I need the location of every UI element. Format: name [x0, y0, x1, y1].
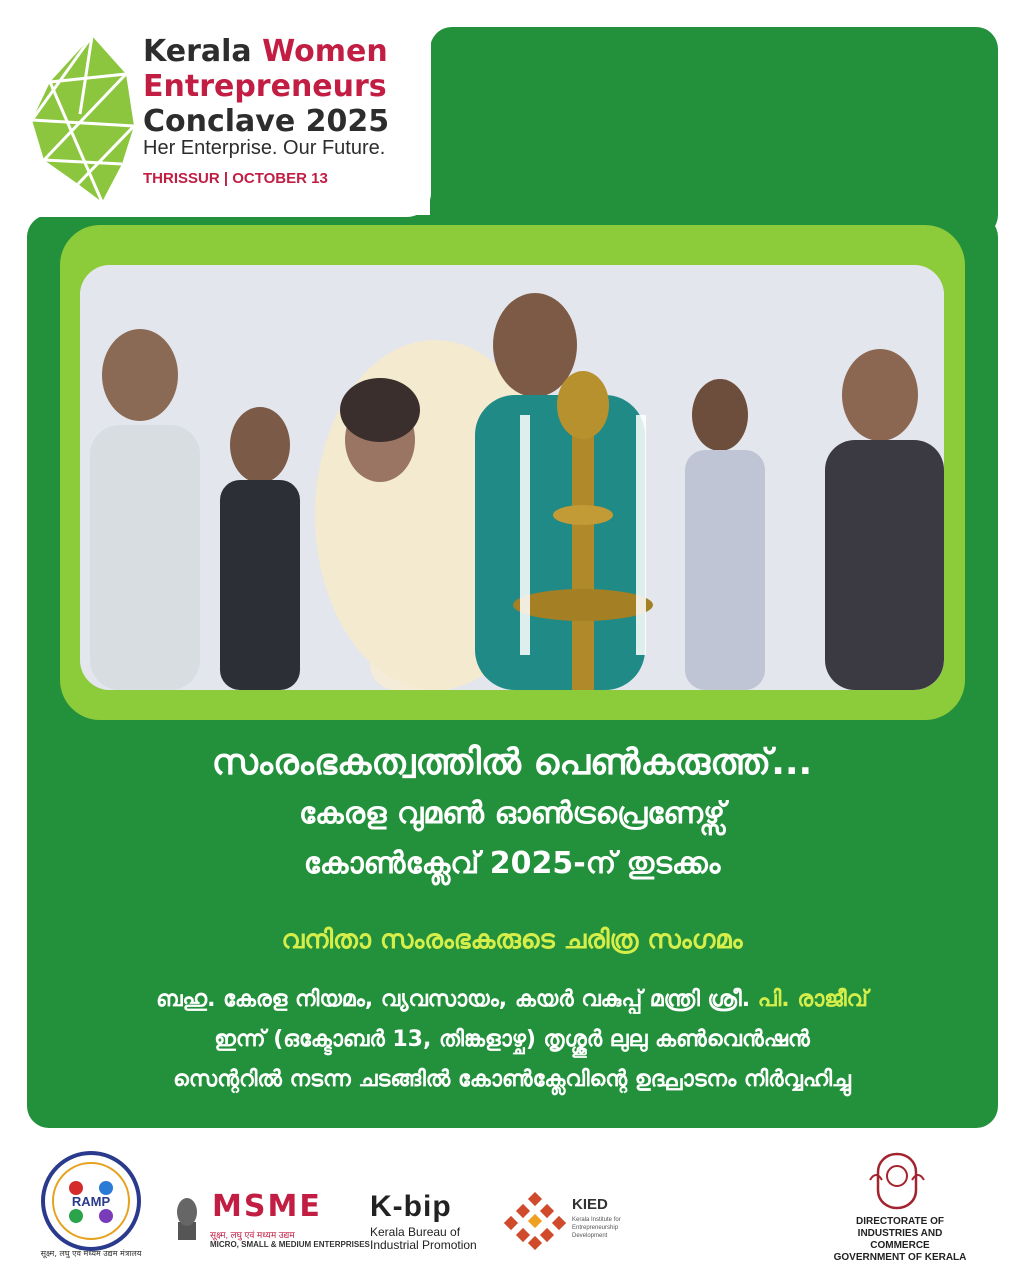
body-line-3: സെന്ററിൽ നടന്ന ചടങ്ങിൽ കോൺക്ലേവിന്റെ ഉദ്ഘാടനം നിർവ്വഹിച്ചു: [173, 1067, 851, 1092]
tagline: Her Enterprise. Our Future.: [143, 137, 386, 159]
body-line-1: [40, 983, 984, 1017]
headline-line-2: കേരള വുമൺ ഓൺട്രപ്രെണേഴ്സ്: [298, 796, 726, 831]
directorate-line-3: GOVERNMENT OF KERALA: [833, 1252, 967, 1263]
body-line-1-prefix: ബഹു. കേരള നിയമം, വ്യവസായം, കയർ വകുപ്പ് മന്ത്രി ശ്രീ.: [156, 987, 758, 1012]
title-conclave-2025: Conclave 2025: [143, 104, 390, 139]
directorate-line-1: DIRECTORATE OF: [856, 1216, 944, 1227]
directorate-text: [830, 1216, 970, 1264]
title-kerala: Kerala: [143, 34, 263, 69]
ramp-caption: सूक्ष्म, लघु एवं मध्यम उद्यम मंत्रालय: [40, 1249, 142, 1258]
kied-caption: Kerala Institute for Entrepreneurship Development: [572, 1217, 621, 1239]
msme-logo: [212, 1190, 352, 1220]
state-emblem-icon: [866, 1150, 928, 1212]
msme-logo-text: MSME: [212, 1190, 322, 1220]
kbip-caption: [370, 1226, 477, 1252]
kbip-logo-title: K-bip: [370, 1190, 452, 1223]
kbip-caption-line-2: Industrial Promotion: [370, 1238, 477, 1252]
body-line-2: ഇന്ന് (ഒക്ടോബർ 13, തിങ്കളാഴ്ച) തൃശ്ശൂർ ലുലു കൺവെൻഷൻ: [214, 1027, 810, 1052]
ramp-logo-icon: [40, 1150, 142, 1252]
title-entrepreneurs: Entrepreneurs: [143, 69, 387, 104]
msme-caption-english: MICRO, SMALL & MEDIUM ENTERPRISES: [210, 1240, 370, 1249]
venue-date: THRISSUR | OCTOBER 13: [143, 170, 328, 187]
ramp-label: RAMP: [71, 1194, 111, 1209]
msme-caption-hindi: सूक्ष्म, लघु एवं मध्यम उद्यम: [210, 1230, 295, 1240]
national-emblem-icon: [170, 1192, 204, 1246]
title-women: Women: [262, 34, 388, 69]
footer-logos: [0, 1140, 1024, 1280]
kied-logo-title: KIED: [572, 1196, 608, 1213]
subheadline: വനിതാ സംരംഭകരുടെ ചരിത്ര സംഗമം: [281, 925, 743, 955]
headline-line-1: സംരംഭകത്വത്തിൽ പെൺകരുത്ത്...: [211, 742, 813, 783]
conclave-title: [143, 34, 389, 139]
header-green-panel: [430, 27, 998, 237]
kbip-caption-line-1: Kerala Bureau of: [370, 1225, 461, 1239]
event-photo: [80, 265, 944, 690]
directorate-line-2: INDUSTRIES AND COMMERCE: [857, 1228, 943, 1251]
leaf-map-logo-icon: [30, 34, 142, 204]
minister-name: പി. രാജീവ്: [757, 987, 868, 1012]
kied-logo-icon: [504, 1192, 566, 1250]
headline-line-3: കോൺക്ലേവ് 2025-ന് തുടക്കം: [303, 846, 721, 881]
